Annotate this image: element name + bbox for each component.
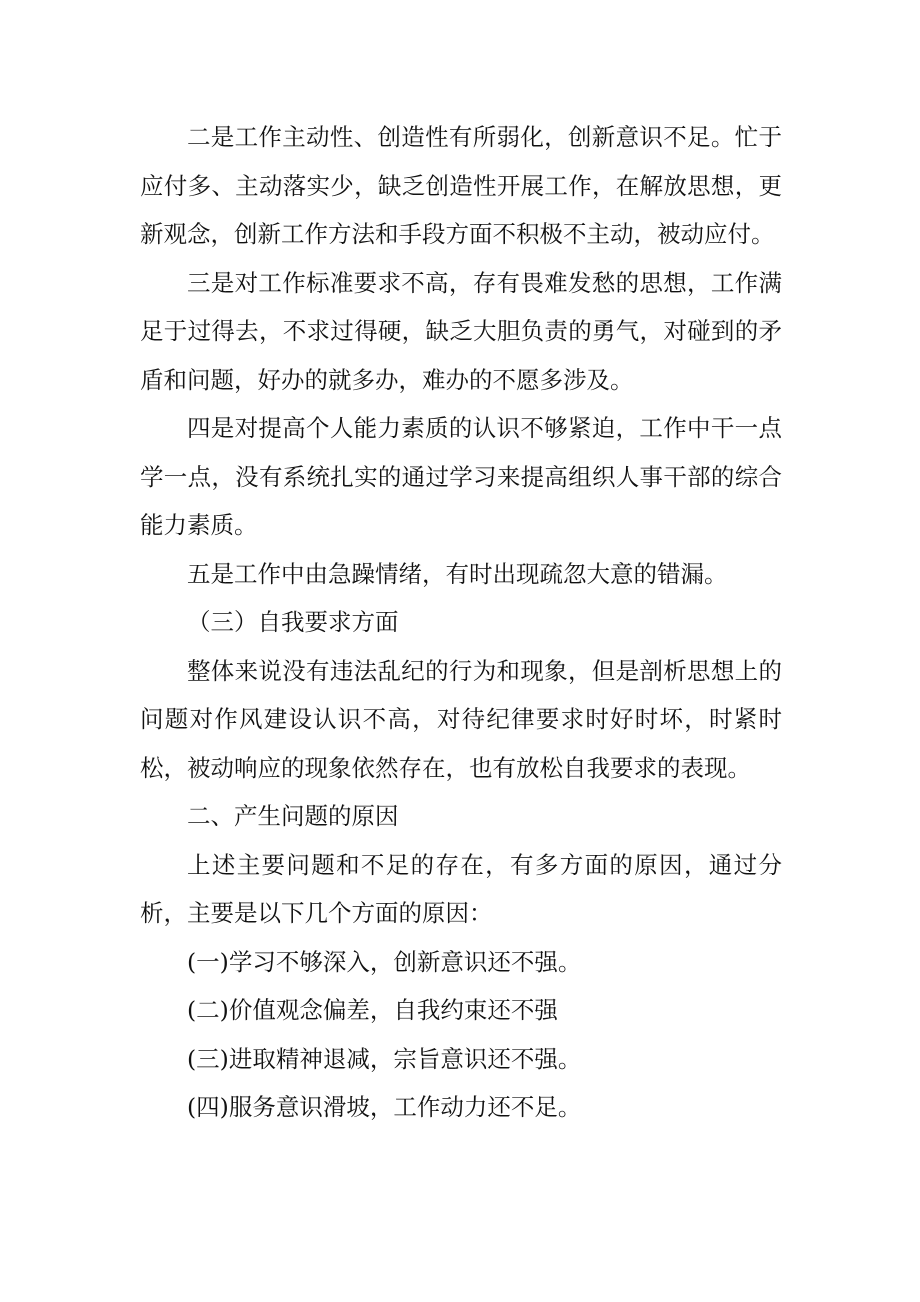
list-item-cause-3: (三)进取精神退减，宗旨意识还不强。 bbox=[187, 1044, 582, 1073]
list-item-cause-1: (一)学习不够深入，创新意识还不强。 bbox=[187, 947, 582, 976]
section-heading-causes: 二、产生问题的原因 bbox=[187, 802, 399, 830]
paragraph-discipline: 整体来说没有违法乱纪的行为和现象，但是剖析思想上的问题对作风建设认识不高，对待纪律要求时好时坏，时紧时松，被动响应的现象依然存在，也有放松自我要求的表现。 bbox=[140, 656, 782, 782]
paragraph-work-standards: 三是对工作标准要求不高，存有畏难发愁的思想，工作满足于过得去，不求过得硬，缺乏大胆负责的勇气，对碰到的矛盾和问题，好办的就多办，难办的不愿多涉及。 bbox=[140, 268, 782, 394]
paragraph-ability-quality: 四是对提高个人能力素质的认识不够紧迫，工作中干一点学一点，没有系统扎实的通过学习来提高组织人事干部的综合能力素质。 bbox=[140, 414, 782, 539]
paragraph-impatience: 五是工作中由急躁情绪，有时出现疏忽大意的错漏。 bbox=[187, 559, 728, 588]
list-item-cause-2: (二)价值观念偏差，自我约束还不强 bbox=[187, 996, 558, 1024]
section-heading-self-requirements: （三）自我要求方面 bbox=[187, 608, 399, 636]
paragraph-work-initiative: 二是工作主动性、创造性有所弱化，创新意识不足。忙于应付多、主动落实少，缺乏创造性开展工作，在解放思想，更新观念，创新工作方法和手段方面不积极不主动，被动应付。 bbox=[140, 123, 782, 248]
paragraph-causes-intro: 上述主要问题和不足的存在，有多方面的原因，通过分析，主要是以下几个方面的原因： bbox=[140, 850, 782, 927]
list-item-cause-4: (四)服务意识滑坡，工作动力还不足。 bbox=[187, 1093, 582, 1121]
document-body bbox=[140, 113, 782, 1132]
